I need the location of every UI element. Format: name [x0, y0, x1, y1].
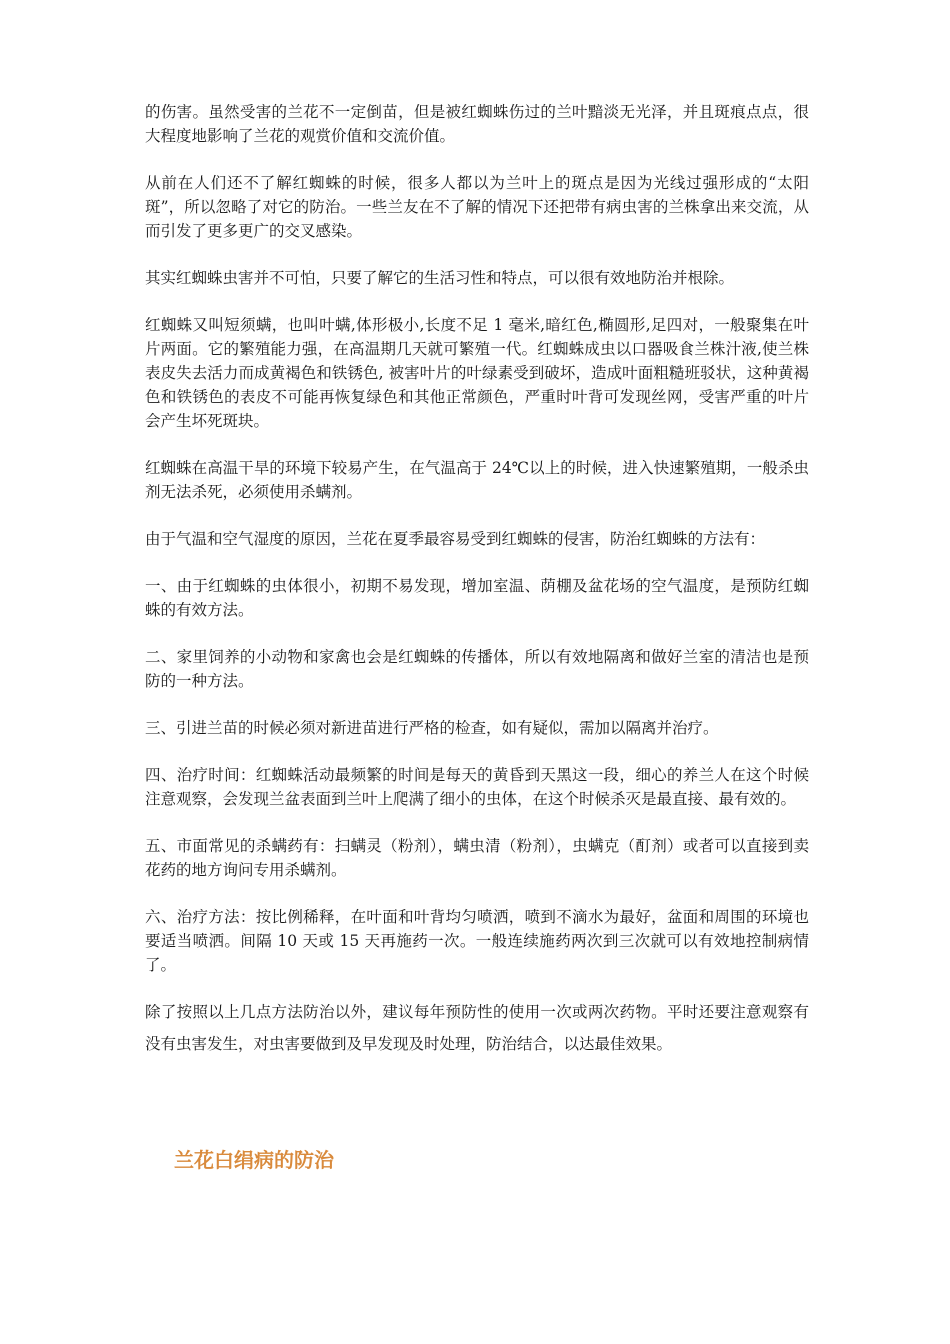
method-item-5: 五、市面常见的杀螨药有：扫螨灵（粉剂），螨虫清（粉剂），虫螨克（酊剂）或者可以直接到卖花药的地方询问专用杀螨剂。: [145, 837, 809, 879]
paragraph-methods-intro: 由于气温和空气湿度的原因，兰花在夏季最容易受到红蜘蛛的侵害，防治红蜘蛛的方法有：: [145, 530, 766, 548]
paragraph-environment: 红蜘蛛在高温干旱的环境下较易产生，在气温高于 24℃以上的时候，进入快速繁殖期，一般杀虫剂无法杀死，必须使用杀螨剂。: [145, 459, 809, 501]
method-item-4: 四、治疗时间：红蜘蛛活动最频繁的时间是每天的黄昏到天黑这一段，细心的养兰人在这个时候注意观察，会发现兰盆表面到兰叶上爬满了细小的虫体，在这个时候杀灭是最直接、最有效的。: [145, 766, 809, 808]
section-heading: 兰花白绢病的防治: [174, 1148, 334, 1172]
method-item-1: 一、由于红蜘蛛的虫体很小，初期不易发现，增加室温、荫棚及盆花场的空气温度，是预防红蜘蛛的有效方法。: [145, 577, 809, 619]
method-item-6: 六、治疗方法：按比例稀释，在叶面和叶背均匀喷洒，喷到不滴水为最好，盆面和周围的环境也要适当喷洒。间隔 10 天或 15 天再施药一次。一般连续施药两次到三次就可以有效地控制病情了。: [145, 908, 809, 974]
method-item-2: 二、家里饲养的小动物和家禽也会是红蜘蛛的传播体，所以有效地隔离和做好兰室的清洁也是预防的一种方法。: [145, 648, 809, 690]
paragraph-not-scary: 其实红蜘蛛虫害并不可怕，只要了解它的生活习性和特点，可以很有效地防治并根除。: [145, 269, 735, 287]
method-item-3: 三、引进兰苗的时候必须对新进苗进行严格的检查，如有疑似，需加以隔离并治疗。: [145, 719, 719, 737]
paragraph-history: 从前在人们还不了解红蜘蛛的时候，很多人都以为兰叶上的斑点是因为光线过强形成的“太阳斑”，所以忽略了对它的防治。一些兰友在不了解的情况下还把带有病虫害的兰株拿出来交流，从而引发了更多更广的交叉感染。: [145, 174, 809, 240]
paragraph-damage: 的伤害。虽然受害的兰花不一定倒苗，但是被红蜘蛛伤过的兰叶黯淡无光泽，并且斑痕点点，很大程度地影响了兰花的观赏价值和交流价值。: [145, 103, 809, 145]
paragraph-conclusion: 除了按照以上几点方法防治以外，建议每年预防性的使用一次或两次药物。平时还要注意观察有没有虫害发生，对虫害要做到及早发现及时处理，防治结合，以达最佳效果。: [145, 1003, 809, 1053]
article-body: [145, 100, 809, 1083]
paragraph-description: 红蜘蛛又叫短须螨，也叫叶螨,体形极小,长度不足 1 毫米,暗红色,椭圆形,足四对，一般聚集在叶片两面。它的繁殖能力强，在高温期几天就可繁殖一代。红蜘蛛成虫以口器吸食兰株汁液,使兰株表皮失去活力而成黄褐色和铁锈色, 被害叶片的叶绿素受到破坏，造成叶面粗糙班驳状，这种黄褐色和铁锈色的表皮不可能再恢复绿色和其他正常颜色，严重时叶背可发现丝网，受害严重的叶片会产生坏死斑块。: [145, 316, 809, 430]
